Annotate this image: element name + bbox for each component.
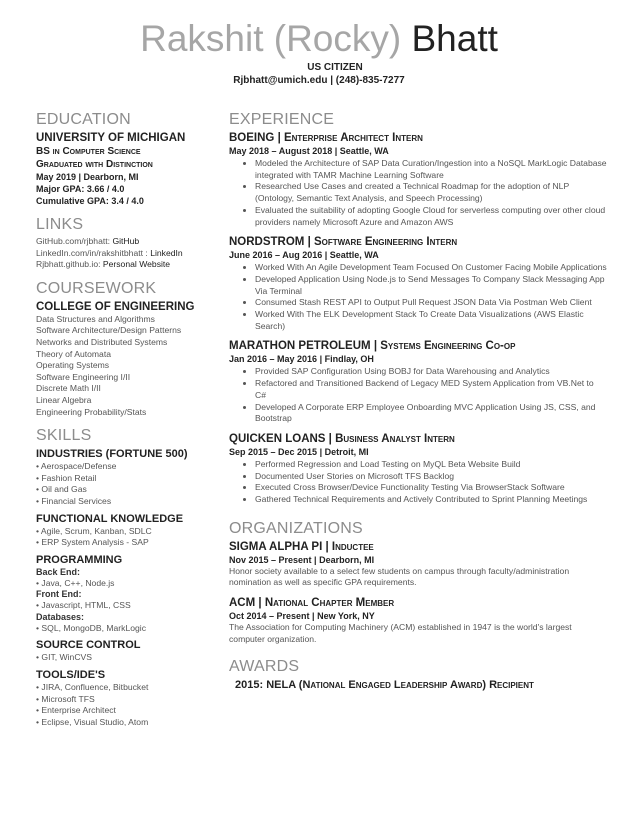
education-section <box>36 110 222 207</box>
job-bullet: • Researched Use Cases and created a Technical Roadmap for the adoption of NLP (Ontology, Semantic Text Analysis, and Speech Processing) <box>255 181 607 204</box>
job-heading: NORDSTROM | Software Engineering Intern <box>229 236 458 249</box>
job-heading: BOEING | Enterprise Architect Intern <box>229 132 423 144</box>
candidate-name <box>0 18 638 60</box>
job-bullet: • Consumed Stash REST API to Output Pull Request JSON Data Via Postman Web Client <box>255 297 607 309</box>
databases-label: Databases: <box>36 611 85 622</box>
skills-source-title: SOURCE CONTROL <box>36 639 141 652</box>
section-title-experience: EXPERIENCE <box>229 111 335 128</box>
link-separator: : <box>98 259 103 270</box>
college-name: COLLEGE OF ENGINEERING <box>36 300 195 313</box>
backend-label: Back End: <box>36 566 81 577</box>
award-prefix: 2015: NELA ( <box>235 678 303 691</box>
link-label: GitHub <box>112 236 140 246</box>
organizations-section <box>229 519 607 646</box>
job-bullet: • Performed Regression and Load Testing on MyQL Beta Website Build <box>255 459 607 471</box>
job-dates: Sep 2015 – Dec 2015 | Detroit, MI <box>229 446 369 457</box>
skill-item: • Enterprise Architect <box>36 705 116 716</box>
skill-item: • Microsoft TFS <box>36 693 95 704</box>
link-label: LinkedIn <box>150 247 183 258</box>
cumulative-gpa: Cumulative GPA: 3.4 / 4.0 <box>36 196 144 206</box>
link-linkedin[interactable] <box>36 248 222 260</box>
skill-item: • Fashion Retail <box>36 472 97 483</box>
job-role: Software Engineering Intern <box>314 236 458 249</box>
link-url: LinkedIn.com/in/rakshitbhatt <box>36 247 144 258</box>
org-dates: Nov 2015 – Present | Dearborn, MI <box>229 554 375 565</box>
course-item: Engineering Probability/Stats <box>36 406 147 417</box>
section-title-education: EDUCATION <box>36 111 131 128</box>
job-bullet: • Executed Cross Browser/Device Functionality Testing Via BrowserStack Software <box>255 482 607 494</box>
job-entry <box>229 235 607 332</box>
job-bullet: • Modeled the Architecture of SAP Data Curation/Ingestion into a NoSQL MarkLogic Database integrated with TAMR Machine Learning Software <box>255 158 607 181</box>
link-separator: : <box>143 247 151 258</box>
awards-section <box>229 657 607 692</box>
org-heading: SIGMA ALPHA PI | Inductee <box>229 540 374 553</box>
section-title-awards: AWARDS <box>229 657 300 675</box>
award-item <box>229 678 607 692</box>
link-url: Rjbhatt.github.io <box>36 259 99 270</box>
job-bullet: • Developed A Corporate ERP Employee Onboarding MVC Application Using JS, CSS, and Bootstrap <box>255 402 607 425</box>
experience-section <box>229 110 607 506</box>
skills-functional-title: FUNCTIONAL KNOWLEDGE <box>36 512 184 525</box>
left-column <box>36 110 222 728</box>
job-entry <box>229 131 607 228</box>
skill-item: • Financial Services <box>36 495 112 506</box>
org-entry <box>229 540 607 589</box>
org-description: Honor society available to a select few students on campus through faculty/administration nomination as well as specific GPA requirements. <box>229 565 570 588</box>
job-company: MARATHON PETROLEUM <box>229 340 371 353</box>
course-item: Operating Systems <box>36 360 110 371</box>
org-name: ACM <box>229 597 256 610</box>
section-title-coursework: COURSEWORK <box>36 279 157 297</box>
name-first: Rakshit (Rocky) <box>140 18 412 59</box>
skill-item: • GIT, WinCVS <box>36 652 93 663</box>
job-bullet: • Refactored and Transitioned Backend of Legacy MED System Application from VB.Net to C# <box>255 378 607 401</box>
course-item: Data Structures and Algorithms <box>36 313 155 324</box>
skill-item: • Aerospace/Defense <box>36 461 117 472</box>
name-last: Bhatt <box>411 18 498 59</box>
job-company: BOEING <box>229 132 275 144</box>
job-bullet: • Gathered Technical Requirements and Actively Contributed to Sprint Planning Meetings <box>255 494 607 506</box>
job-dates: June 2016 – Aug 2016 | Seattle, WA <box>229 250 379 261</box>
skill-item: • Eclipse, Visual Studio, Atom <box>36 716 149 727</box>
citizenship: US CITIZEN <box>307 62 363 73</box>
link-separator: : <box>107 236 113 246</box>
degree: BS in Computer Science <box>36 146 141 157</box>
course-item: Networks and Distributed Systems <box>36 336 168 347</box>
org-role: Inductee <box>331 540 374 553</box>
link-label: Personal Website <box>102 259 171 270</box>
major-gpa: Major GPA: 3.66 / 4.0 <box>36 184 125 194</box>
job-bullets <box>229 459 607 506</box>
skill-item: • Javascript, HTML, CSS <box>36 600 131 611</box>
job-bullet: • Documented User Stories on Microsoft TFS Backlog <box>255 471 607 483</box>
job-entry <box>229 432 607 506</box>
job-dates: May 2018 – August 2018 | Seattle, WA <box>229 146 389 156</box>
skills-tools-title: TOOLS/IDE'S <box>36 669 106 682</box>
skill-item: • Agile, Scrum, Kanban, SDLC <box>36 525 152 536</box>
job-role: Business Analyst Intern <box>335 432 455 445</box>
job-bullet: • Provided SAP Configuration Using BOBJ for Data Warehousing and Analytics <box>255 366 607 378</box>
link-website[interactable] <box>36 259 222 271</box>
right-column <box>229 110 607 692</box>
course-item: Software Architecture/Design Patterns <box>36 325 182 336</box>
skills-programming-title: PROGRAMMING <box>36 553 123 566</box>
link-url: GitHub.com/rjbhatt <box>36 236 108 246</box>
coursework-section <box>36 279 222 418</box>
course-item: Software Engineering I/II <box>36 371 131 382</box>
contact-info: Rjbhatt@umich.edu | (248)-835-7277 <box>233 75 405 86</box>
honors: Graduated with Distinction <box>36 159 153 170</box>
link-github[interactable] <box>36 236 222 248</box>
skill-item: • SQL, MongoDB, MarkLogic <box>36 622 146 633</box>
org-name: SIGMA ALPHA PI <box>229 540 323 553</box>
section-title-skills: SKILLS <box>36 427 92 445</box>
job-company: NORDSTROM <box>229 236 305 249</box>
course-item: Linear Algebra <box>36 394 92 405</box>
award-text: National Engaged Leadership Award) Recipient <box>302 678 534 691</box>
job-dates: Jan 2016 – May 2016 | Findlay, OH <box>229 354 374 365</box>
job-bullet: • Worked With The ELK Development Stack To Create Data Visualizations (AWS Elastic Search) <box>255 309 607 332</box>
org-heading: ACM | National Chapter Member <box>229 597 395 610</box>
education-date: May 2019 | Dearborn, MI <box>36 172 139 182</box>
job-bullets <box>229 158 607 228</box>
job-bullet: • Worked With An Agile Development Team Focused On Customer Facing Mobile Applications <box>255 262 607 274</box>
job-heading: MARATHON PETROLEUM | Systems Engineering Co-op <box>229 340 516 353</box>
skill-item: • Java, C++, Node.js <box>36 577 115 588</box>
course-item: Theory of Automata <box>36 348 111 359</box>
job-bullet: • Evaluated the suitability of adopting Google Cloud for serverless computing over other cloud providers namely Microsoft Azure and Amazon AWS <box>255 205 607 228</box>
frontend-label: Front End: <box>36 589 82 600</box>
course-item: Discrete Math I/II <box>36 383 101 394</box>
skill-item: • ERP System Analysis - SAP <box>36 537 149 548</box>
skills-industries-title: INDUSTRIES (FORTUNE 500) <box>36 448 188 461</box>
section-title-organizations: ORGANIZATIONS <box>229 519 363 537</box>
org-description: The Association for Computing Machinery (ACM) established in 1947 is the world's largest computer organization. <box>229 622 572 644</box>
skills-section <box>36 426 222 728</box>
job-entry <box>229 339 607 425</box>
links-section <box>36 215 222 271</box>
school-name: UNIVERSITY OF MICHIGAN <box>36 132 186 144</box>
section-title-links: LINKS <box>36 216 84 233</box>
org-dates: Oct 2014 – Present | New York, NY <box>229 611 375 622</box>
skill-item: • JIRA, Confluence, Bitbucket <box>36 682 149 693</box>
job-heading: QUICKEN LOANS | Business Analyst Intern <box>229 432 455 445</box>
skill-item: • Oil and Gas <box>36 484 87 495</box>
job-bullet: • Developed Application Using Node.js to Send Messages To Company Slack Messaging App Via Terminal <box>255 274 607 297</box>
job-bullets <box>229 262 607 332</box>
resume-header <box>0 18 638 98</box>
job-role: Enterprise Architect Intern <box>283 132 423 144</box>
org-entry <box>229 596 607 645</box>
job-bullets <box>229 366 607 425</box>
job-company: QUICKEN LOANS <box>229 432 326 445</box>
org-role: National Chapter Member <box>264 597 395 610</box>
job-role: Systems Engineering Co-op <box>380 340 516 353</box>
